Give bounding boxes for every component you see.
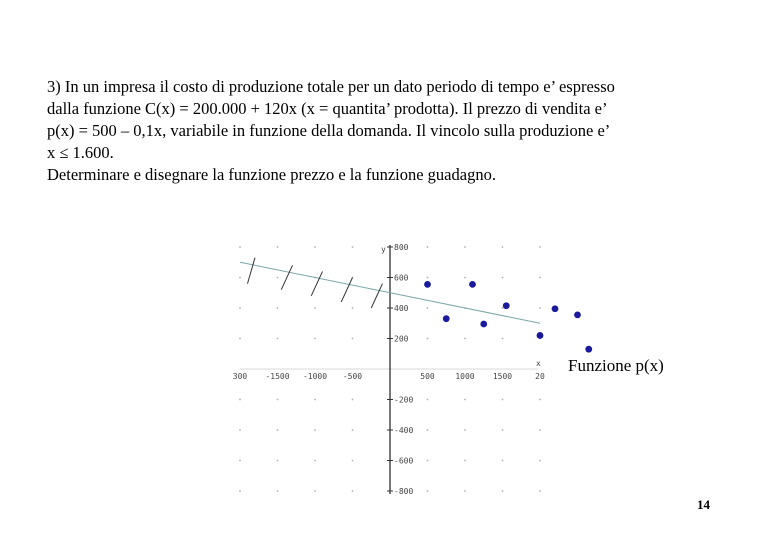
problem-line-4: x ≤ 1.600.: [47, 143, 114, 162]
grid-dot: [352, 246, 354, 248]
y-tick-label: 600: [394, 273, 409, 283]
grid-dot: [314, 246, 316, 248]
grid-dot: [539, 490, 541, 492]
arrow-segment: [248, 258, 256, 284]
grid-dot: [277, 460, 279, 462]
grid-dot: [427, 338, 429, 340]
grid-dot: [239, 429, 241, 431]
grid-dot: [464, 338, 466, 340]
arrow-segment: [311, 271, 322, 295]
page-number: 14: [697, 497, 710, 512]
x-axis-label: x: [536, 359, 541, 368]
grid-dot: [239, 246, 241, 248]
problem-line-3: p(x) = 500 – 0,1x, variabile in funzione della domanda. Il vincolo sulla produzione e’: [47, 121, 611, 140]
y-tick-label: 800: [394, 243, 409, 252]
grid-dot: [352, 490, 354, 492]
grid-dot: [314, 399, 316, 401]
grid-dot: [314, 429, 316, 431]
y-axis-label: y: [381, 245, 386, 254]
grid-dot: [464, 460, 466, 462]
grid-dot: [427, 429, 429, 431]
grid-dot: [539, 277, 541, 279]
plot-axes: [233, 243, 545, 496]
grid-dot: [464, 399, 466, 401]
y-tick-label: -600: [394, 456, 414, 466]
data-point: [552, 305, 559, 312]
grid-dot: [502, 460, 504, 462]
grid-dot: [539, 246, 541, 248]
grid-dot: [239, 338, 241, 340]
grid-dot: [539, 460, 541, 462]
grid-dot: [464, 490, 466, 492]
grid-dot: [239, 490, 241, 492]
data-point: [424, 281, 431, 288]
grid-dot: [277, 277, 279, 279]
grid-dot: [314, 338, 316, 340]
y-tick-label: -400: [394, 426, 414, 435]
grid-dot: [427, 490, 429, 492]
grid-dot: [539, 429, 541, 431]
grid-dot: [539, 399, 541, 401]
data-point: [503, 302, 510, 309]
x-tick-label: 1000: [455, 372, 475, 381]
data-point: [443, 315, 450, 322]
grid-dot: [502, 490, 504, 492]
y-tick-label: -200: [394, 395, 414, 405]
grid-dot: [352, 429, 354, 431]
data-point: [585, 346, 592, 353]
grid-dot: [314, 490, 316, 492]
grid-dot: [277, 399, 279, 401]
grid-dot: [464, 429, 466, 431]
plot-caption: Funzione p(x): [568, 356, 664, 375]
problem-line-1: 3) In un impresa il costo di produzione totale per un dato periodo di tempo e’ espresso: [47, 77, 615, 96]
data-point: [537, 332, 544, 339]
grid-dot: [502, 246, 504, 248]
grid-dot: [352, 399, 354, 401]
arrow-segment: [341, 278, 352, 302]
data-point: [574, 311, 581, 318]
grid-dot: [464, 246, 466, 248]
data-point: [480, 321, 487, 328]
grid-dot: [427, 277, 429, 279]
grid-dot: [427, 246, 429, 248]
y-tick-label: 400: [394, 304, 409, 313]
plot-series: [240, 258, 592, 353]
grid-dot: [502, 277, 504, 279]
grid-dot: [427, 460, 429, 462]
arrow-segment: [281, 265, 292, 289]
x-tick-label: -1500: [265, 372, 290, 381]
grid-dot: [427, 307, 429, 309]
grid-dot: [277, 246, 279, 248]
x-tick-label: 1500: [492, 372, 513, 381]
grid-dot: [464, 277, 466, 279]
grid-dot: [277, 490, 279, 492]
grid-dot: [277, 429, 279, 431]
x-tick-label: -1000: [302, 372, 328, 381]
grid-dot: [502, 338, 504, 340]
grid-dot: [427, 399, 429, 401]
grid-dot: [239, 460, 241, 462]
grid-dot: [239, 399, 241, 401]
y-tick-label: -800: [394, 487, 414, 496]
grid-dot: [352, 338, 354, 340]
grid-dot: [314, 307, 316, 309]
x-tick-label: 300: [232, 372, 248, 381]
grid-dot: [239, 277, 241, 279]
grid-dot: [277, 307, 279, 309]
grid-dot: [352, 307, 354, 309]
grid-dot: [352, 460, 354, 462]
problem-line-5: Determinare e disegnare la funzione prezzo e la funzione guadagno.: [47, 165, 496, 184]
arrow-segment: [371, 284, 382, 308]
x-tick-label: 20: [535, 372, 545, 381]
grid-dot: [502, 399, 504, 401]
y-tick-label: 200: [394, 334, 409, 344]
problem-line-2: dalla funzione C(x) = 200.000 + 120x (x = quantita’ prodotta). Il prezzo di vendita e’: [47, 99, 608, 118]
data-point: [469, 281, 476, 288]
grid-dot: [239, 307, 241, 309]
grid-dot: [539, 307, 541, 309]
grid-dot: [502, 307, 504, 309]
grid-dot: [277, 338, 279, 340]
grid-dot: [314, 460, 316, 462]
x-tick-label: 500: [420, 372, 435, 381]
x-tick-label: -500: [342, 372, 363, 381]
grid-dot: [502, 429, 504, 431]
